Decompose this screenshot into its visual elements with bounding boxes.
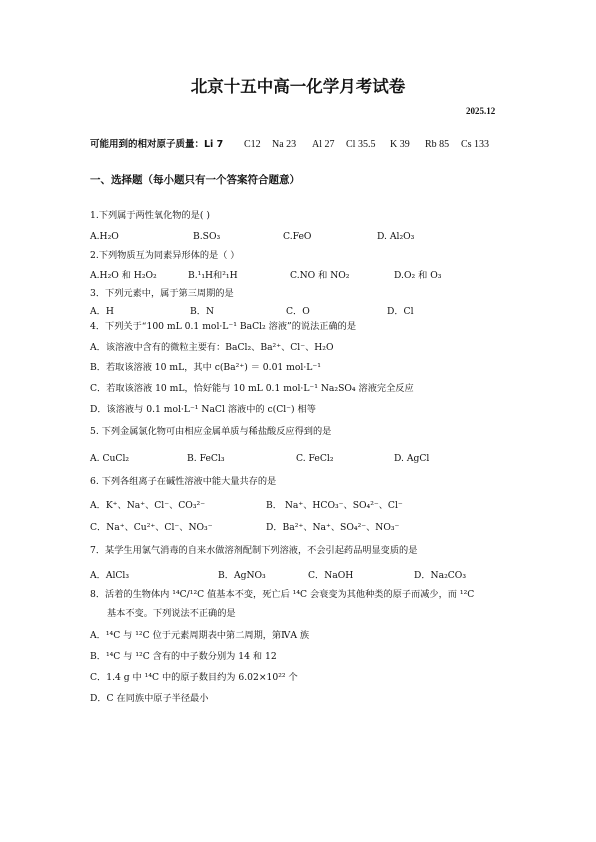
question-3-option-c: C．O (286, 306, 310, 317)
question-3-option-d: D．Cl (387, 306, 414, 317)
question-5-option-d: D. AgCl (394, 453, 430, 464)
question-1-option-c: C.FeO (283, 231, 312, 242)
question-7-stem: 7．某学生用氯气消毒的自来水做溶剂配制下列溶液，不会引起药品明显变质的是 (90, 545, 418, 556)
question-2-stem: 2.下列物质互为同素异形体的是（ ） (90, 250, 240, 261)
question-8-option-a: A．¹⁴C 与 ¹²C 位于元素周期表中第二周期，第ⅣA 族 (90, 630, 310, 641)
question-7-option-c: C．NaOH (308, 570, 354, 581)
question-3-option-b: B．N (190, 306, 214, 317)
question-4-option-b: B．若取该溶液 10 mL，其中 c(Ba²⁺) ＝ 0.01 mol·L⁻¹ (90, 362, 321, 373)
question-2-option-c: C.NO 和 NO₂ (290, 270, 350, 281)
atomic-mass-value: C12 (244, 139, 261, 150)
question-6-option-d: D．Ba²⁺、Na⁺、SO₄²⁻、NO₃⁻ (266, 522, 400, 533)
atomic-mass-value: K 39 (390, 139, 410, 150)
question-2-option-a: A.H₂O 和 H₂O₂ (90, 270, 157, 281)
question-7-option-d: D．Na₂CO₃ (414, 570, 466, 581)
question-6-option-b: B． Na⁺、HCO₃⁻、SO₄²⁻、Cl⁻ (266, 500, 403, 511)
section-heading: 一、选择题（每小题只有一个答案符合题意） (90, 174, 300, 186)
question-8-option-b: B．¹⁴C 与 ¹²C 含有的中子数分别为 14 和 12 (90, 651, 277, 662)
question-5-option-a: A. CuCl₂ (90, 453, 130, 464)
atomic-mass-value: Na 23 (272, 139, 297, 150)
question-1-stem: 1.下列属于两性氧化物的是( ) (90, 210, 210, 221)
question-4-option-c: C．若取该溶液 10 mL，恰好能与 10 mL 0.1 mol·L⁻¹ Na₂SO₄ 溶液完全反应 (90, 383, 414, 394)
exam-title: 北京十五中高一化学月考试卷 (190, 77, 406, 96)
atomic-mass-value: Cs 133 (461, 139, 490, 150)
question-4-stem: 4．下列关于“100 mL 0.1 mol·L⁻¹ BaCl₂ 溶液”的说法正确的是 (90, 321, 357, 332)
question-1-option-a: A.H₂O (90, 231, 119, 242)
atomic-mass-label: 可能用到的相对原子质量：Li 7 (90, 139, 224, 150)
question-4-option-d: D．该溶液与 0.1 mol·L⁻¹ NaCl 溶液中的 c(Cl⁻) 相等 (90, 404, 316, 415)
question-8-option-d: D．C 在同族中原子半径最小 (90, 693, 209, 704)
question-6-stem: 6. 下列各组离子在碱性溶液中能大量共存的是 (90, 476, 277, 487)
question-6-option-a: A．K⁺、Na⁺、Cl⁻、CO₃²⁻ (90, 500, 206, 511)
question-5-option-b: B. FeCl₃ (187, 453, 225, 464)
atomic-mass-value: Rb 85 (425, 139, 450, 150)
question-8-stem-line2: 基本不变。下列说法不正确的是 (107, 608, 236, 619)
question-7-option-a: A．AlCl₃ (90, 570, 130, 581)
question-5-option-c: C. FeCl₂ (296, 453, 334, 464)
question-2-option-b: B.¹₁H和²₁H (188, 270, 238, 281)
question-2-option-d: D.O₂ 和 O₃ (394, 270, 442, 281)
question-5-stem: 5. 下列金属氯化物可由相应金属单质与稀盐酸反应得到的是 (90, 426, 332, 437)
atomic-mass-value: Al 27 (312, 139, 335, 150)
question-6-option-c: C．Na⁺、Cu²⁺、Cl⁻、NO₃⁻ (90, 522, 213, 533)
exam-date: 2025.12 (466, 106, 496, 116)
question-1-option-b: B.SO₃ (193, 231, 221, 242)
question-8-option-c: C．1.4 g 中 ¹⁴C 中的原子数目约为 6.02×10²² 个 (90, 672, 298, 683)
question-1-option-d: D. Al₂O₃ (377, 231, 415, 242)
question-3-option-a: A．H (90, 306, 114, 317)
atomic-mass-value: Cl 35.5 (346, 139, 376, 150)
question-8-stem-line1: 8．活着的生物体内 ¹⁴C/¹²C 值基本不变，死亡后 ¹⁴C 会衰变为其他种类的原子而减少，而 ¹²C (90, 589, 475, 600)
question-4-option-a: A．该溶液中含有的微粒主要有：BaCl₂、Ba²⁺、Cl⁻、H₂O (90, 342, 334, 353)
question-7-option-b: B．AgNO₃ (218, 570, 266, 581)
question-3-stem: 3．下列元素中，属于第三周期的是 (90, 288, 234, 299)
